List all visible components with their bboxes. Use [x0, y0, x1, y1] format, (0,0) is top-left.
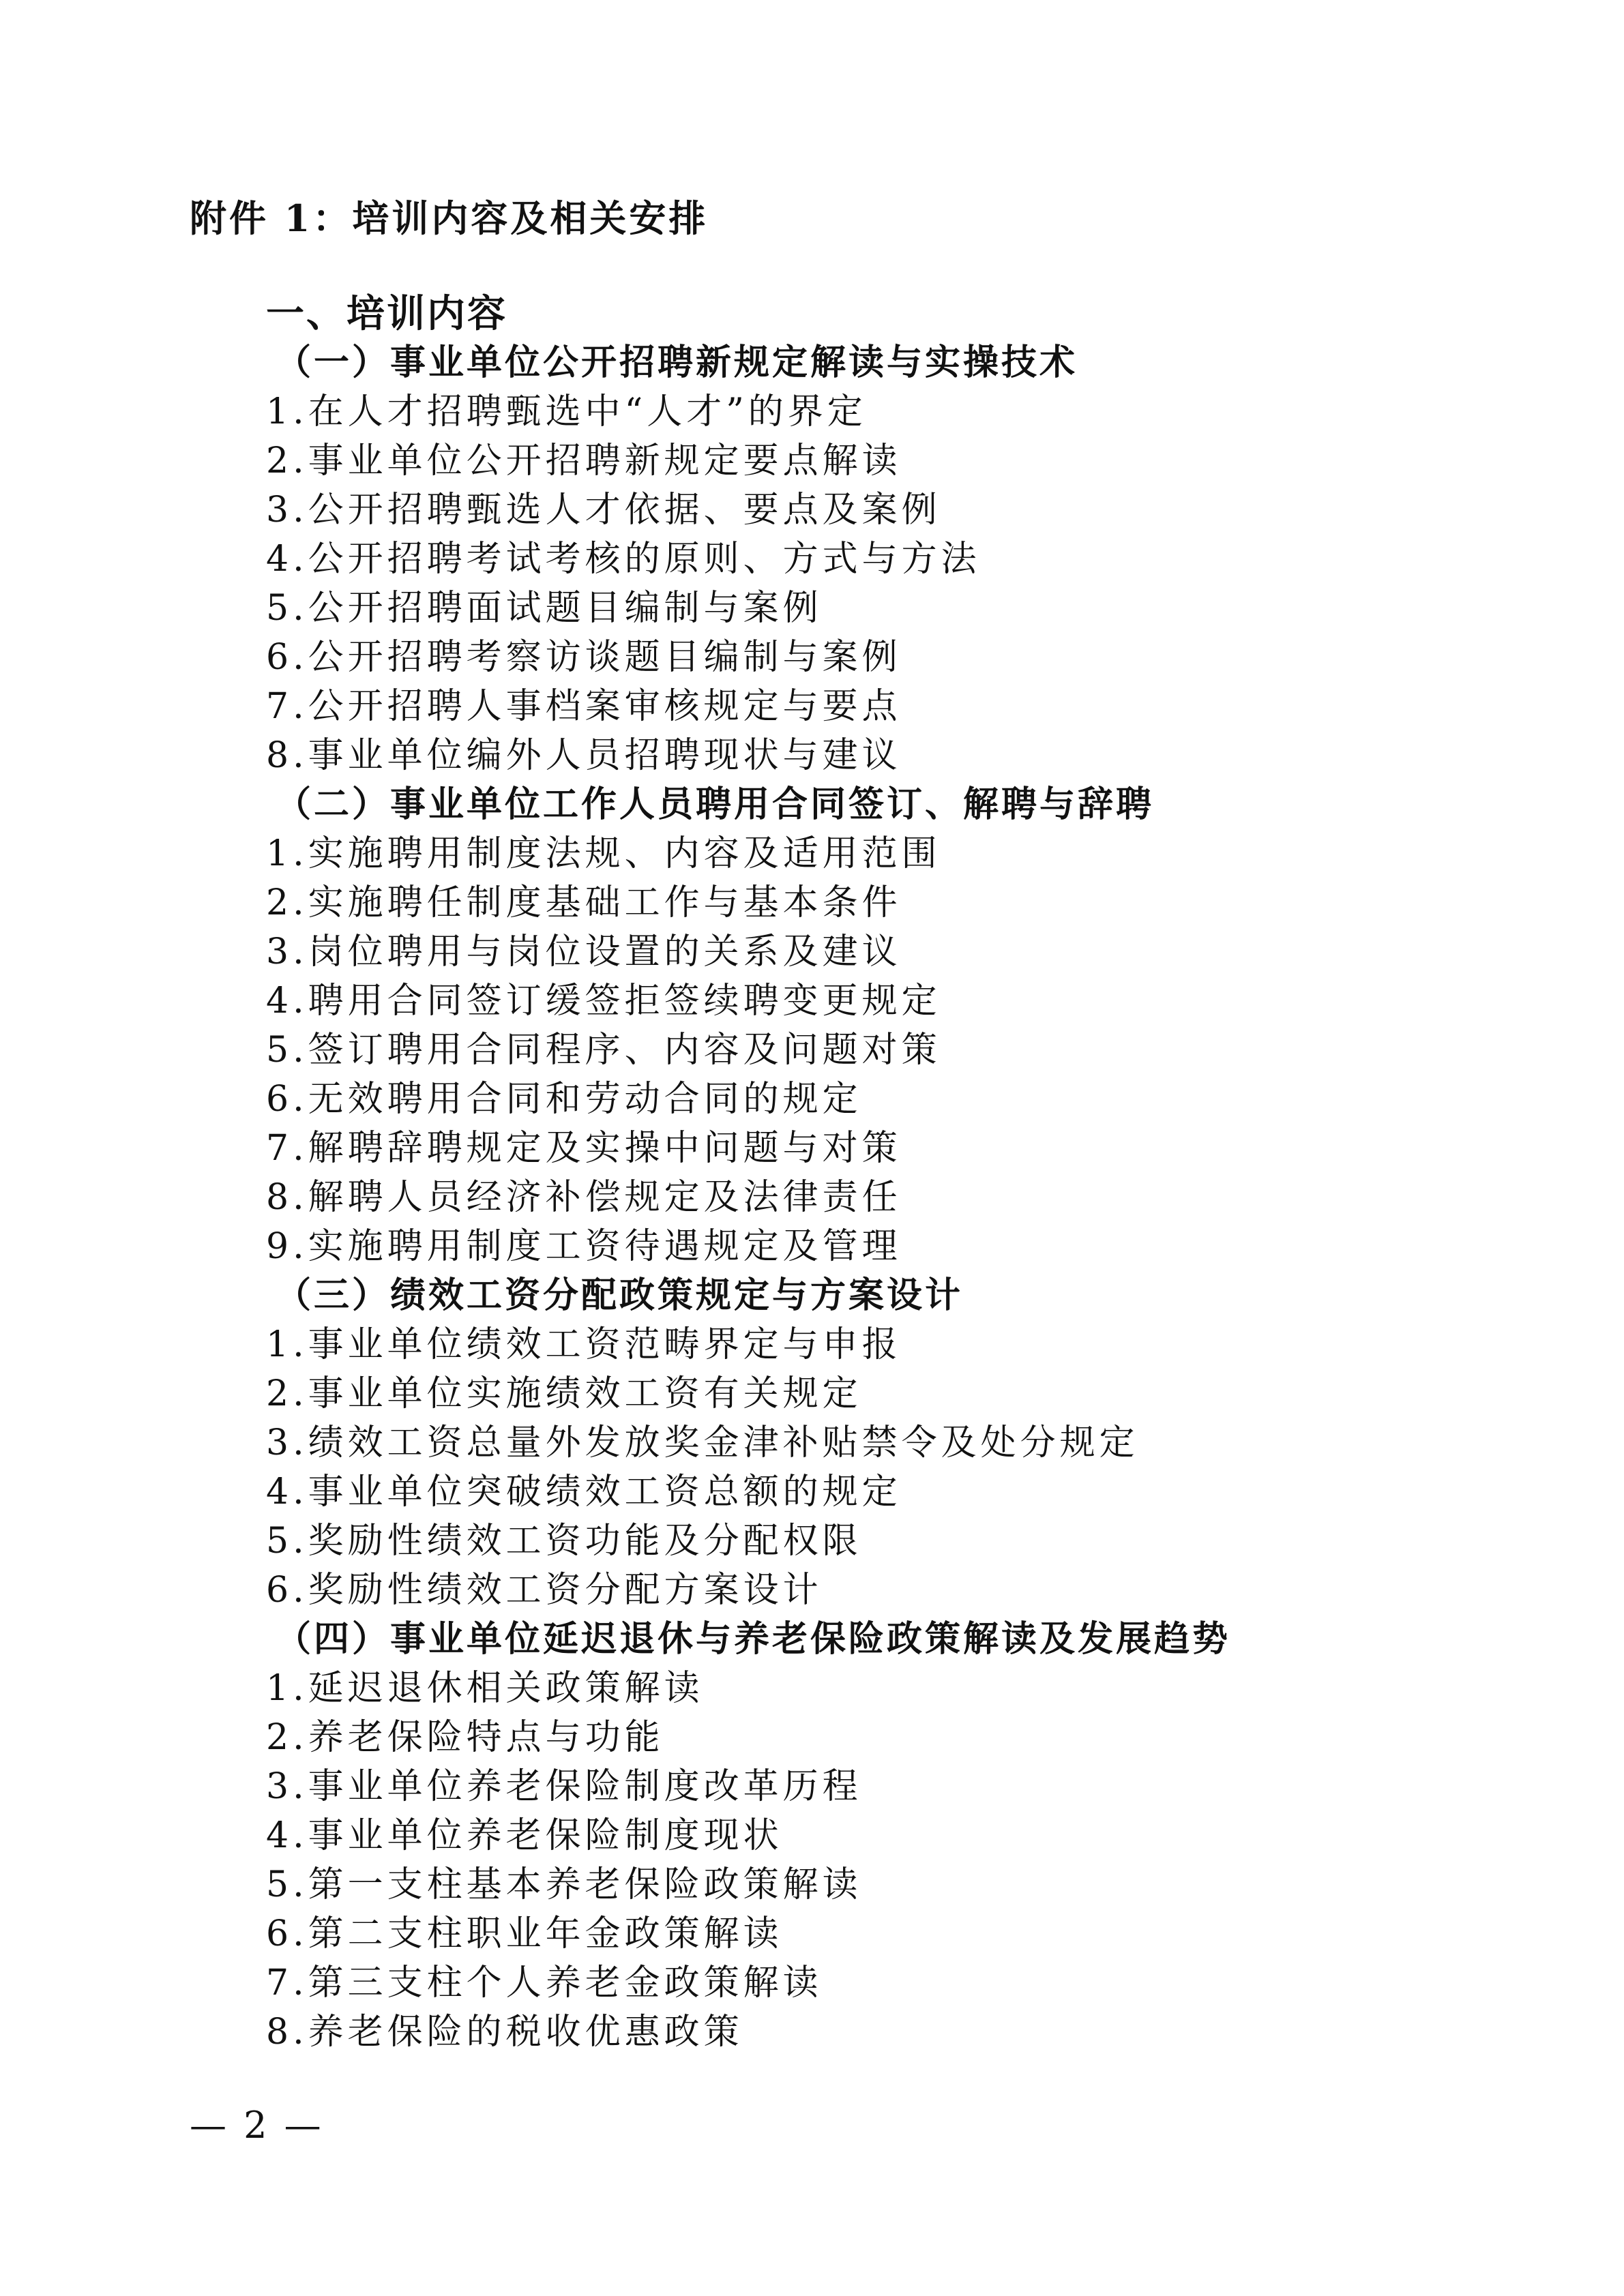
list-item: 8.事业单位编外人员招聘现状与建议: [266, 735, 902, 776]
list-item: 5.奖励性绩效工资功能及分配权限: [266, 1521, 862, 1562]
group-title: （一）事业单位公开招聘新规定解读与实操技术: [276, 342, 1078, 383]
section-title: 一、培训内容: [266, 291, 507, 336]
list-item: 8.养老保险的税收优惠政策: [266, 2012, 743, 2053]
list-item: 9.实施聘用制度工资待遇规定及管理: [266, 1226, 902, 1267]
list-item: 1.在人才招聘甄选中“人才”的界定: [266, 391, 867, 432]
list-item: 2.实施聘任制度基础工作与基本条件: [266, 882, 902, 923]
list-item: 7.第三支柱个人养老金政策解读: [266, 1963, 823, 2003]
group-2: [266, 780, 1562, 1271]
group-title: （二）事业单位工作人员聘用合同签订、解聘与辞聘: [276, 784, 1155, 825]
training-content: [266, 289, 1562, 2057]
list-item: 7.公开招聘人事档案审核规定与要点: [266, 686, 902, 727]
list-item: 2.事业单位实施绩效工资有关规定: [266, 1373, 862, 1414]
group-4: [266, 1615, 1562, 2057]
list-item: 6.无效聘用合同和劳动合同的规定: [266, 1079, 862, 1120]
list-item: 5.公开招聘面试题目编制与案例: [266, 588, 823, 629]
list-item: 7.解聘辞聘规定及实操中问题与对策: [266, 1128, 902, 1169]
list-item: 2.养老保险特点与功能: [266, 1717, 664, 1758]
list-item: 4.事业单位突破绩效工资总额的规定: [266, 1472, 902, 1512]
list-item: 1.延迟退休相关政策解读: [266, 1668, 704, 1709]
attachment-title: 附件 1：培训内容及相关安排: [190, 196, 709, 240]
list-item: 3.事业单位养老保险制度改革历程: [266, 1766, 862, 1807]
list-item: 6.第二支柱职业年金政策解读: [266, 1913, 783, 1954]
list-item: 4.聘用合同签订缓签拒签续聘变更规定: [266, 981, 941, 1022]
group-3: [266, 1271, 1562, 1615]
list-item: 3.岗位聘用与岗位设置的关系及建议: [266, 931, 902, 972]
list-item: 4.事业单位养老保险制度现状: [266, 1815, 783, 1856]
list-item: 3.公开招聘甄选人才依据、要点及案例: [266, 490, 941, 531]
list-item: 2.事业单位公开招聘新规定要点解读: [266, 441, 902, 481]
list-item: 8.解聘人员经济补偿规定及法律责任: [266, 1177, 902, 1218]
list-item: 5.第一支柱基本养老保险政策解读: [266, 1864, 862, 1905]
list-item: 6.奖励性绩效工资分配方案设计: [266, 1570, 823, 1611]
group-title: （三）绩效工资分配政策规定与方案设计: [276, 1274, 964, 1316]
list-item: 6.公开招聘考察访谈题目编制与案例: [266, 637, 902, 678]
page-number: — 2 —: [190, 2104, 324, 2147]
list-item: 1.事业单位绩效工资范畴界定与申报: [266, 1324, 902, 1365]
list-item: 5.签订聘用合同程序、内容及问题对策: [266, 1030, 941, 1071]
list-item: 3.绩效工资总量外发放奖金津补贴禁令及处分规定: [266, 1422, 1139, 1463]
group-1: [266, 338, 1562, 780]
list-item: 4.公开招聘考试考核的原则、方式与方法: [266, 539, 981, 580]
group-title: （四）事业单位延迟退休与养老保险政策解读及发展趋势: [276, 1618, 1231, 1660]
list-item: 1.实施聘用制度法规、内容及适用范围: [266, 833, 941, 874]
